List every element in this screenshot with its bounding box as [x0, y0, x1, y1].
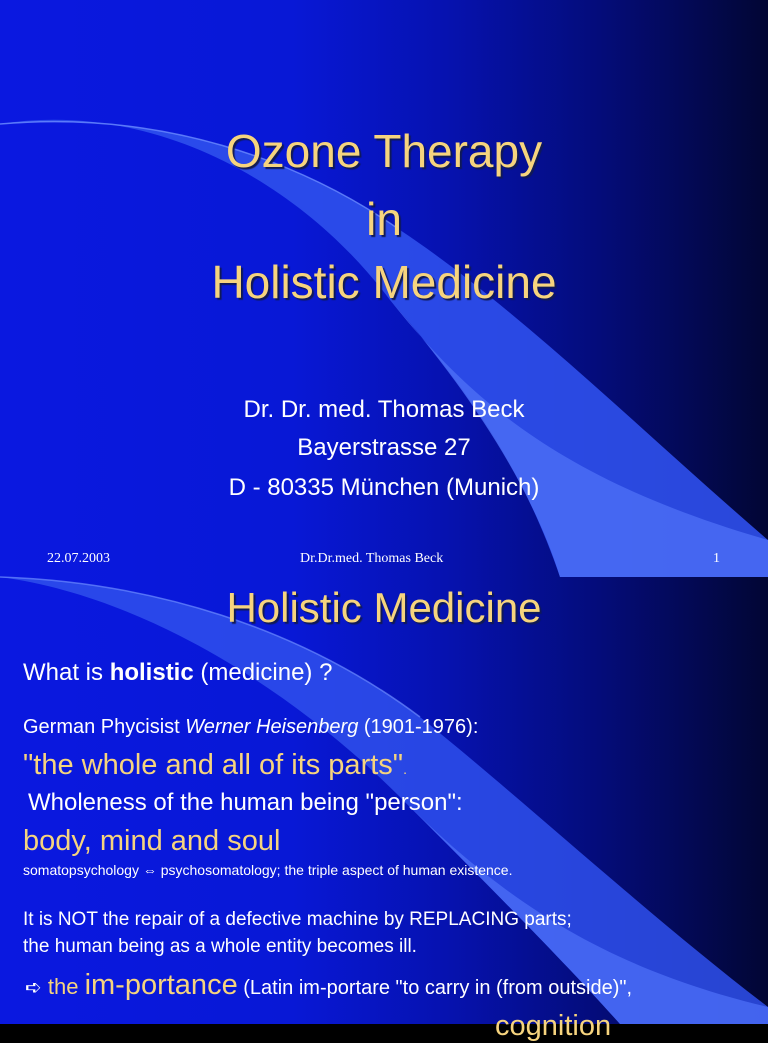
heisenberg-text: German Phycisist	[23, 716, 186, 738]
importance-line	[25, 969, 632, 1002]
not-repair-line1: It is NOT the repair of a defective machine by REPLACING parts;	[23, 909, 572, 930]
author-street: Bayerstrasse 27	[297, 434, 471, 461]
psychology-line	[23, 862, 512, 878]
slide-title-line3: Holistic Medicine	[211, 256, 557, 308]
wholeness-line: Wholeness of the human being "person":	[28, 789, 463, 816]
slide-title: Holistic Medicine	[226, 584, 542, 631]
importance-the: the	[41, 974, 85, 999]
cognition-word: cognition	[495, 1010, 612, 1042]
author-city: D - 80335 München (Munich)	[228, 474, 540, 501]
importance-latin: (Latin im-portare "to carry in (from outside)",	[237, 977, 633, 999]
question-text-end: (medicine) ?	[193, 659, 333, 686]
slide-title-line1: Ozone Therapy	[225, 125, 543, 177]
quote-text: "the whole and all of its parts"	[23, 749, 404, 781]
double-arrow-icon: ⇔	[142, 862, 157, 878]
quote-line	[23, 749, 407, 782]
arrow-right-icon: ➪	[25, 977, 42, 999]
importance-word: im-portance	[84, 969, 238, 1001]
footer-author: Dr.Dr.med. Thomas Beck	[300, 551, 444, 566]
heisenberg-name: Werner Heisenberg	[185, 716, 359, 738]
author-name: Dr. Dr. med. Thomas Beck	[243, 396, 525, 423]
psych-text-a: somatopsychology	[23, 862, 143, 878]
heisenberg-years: (1901-1976):	[358, 716, 479, 738]
not-repair-line2: the human being as a whole entity becomes ill.	[23, 936, 417, 957]
question-text: What is	[23, 659, 110, 686]
footer-date: 22.07.2003	[47, 551, 110, 566]
heisenberg-line	[23, 716, 478, 739]
question-bold: holistic	[109, 659, 194, 686]
footer-page-number: 1	[713, 551, 720, 566]
body-mind-soul: body, mind and soul	[23, 825, 281, 857]
slide-title-line2: in	[366, 193, 402, 245]
psych-text-b: psychosomatology; the triple aspect of human existence.	[156, 862, 513, 878]
content-slide	[0, 577, 768, 1042]
question-line	[23, 659, 332, 687]
quote-dot: .	[403, 761, 407, 777]
